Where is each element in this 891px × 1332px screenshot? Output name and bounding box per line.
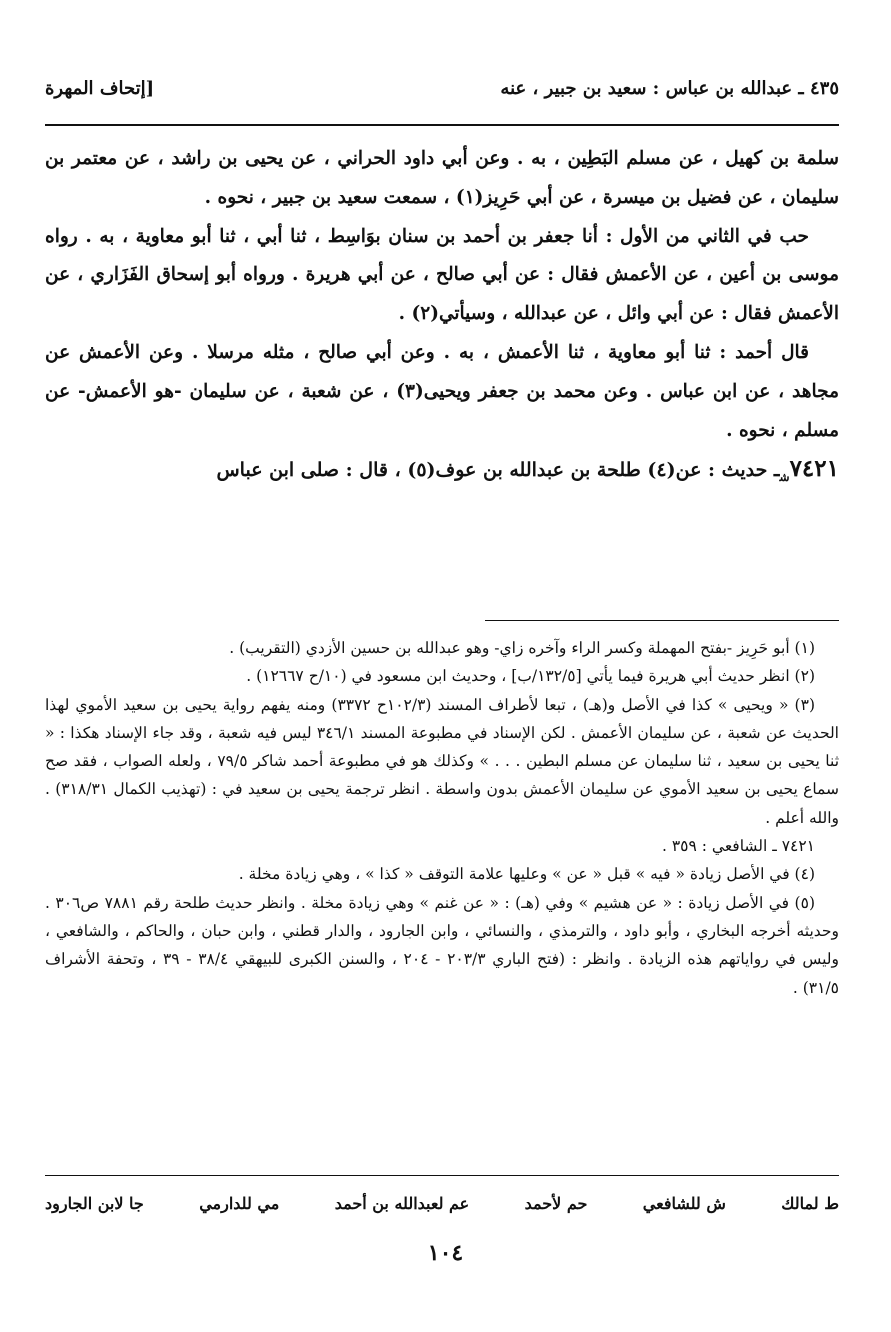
main-text <box>45 140 839 497</box>
legend-item: مي للدارمي <box>199 1193 280 1213</box>
legend-rule <box>45 1175 839 1176</box>
header-book-title: [إتحاف المهرة <box>45 77 155 99</box>
footnote: (٣) « ويحيى » كذا في الأصل و(هـ) ، تبعا لأطراف المسند (١٠٢/٣ح ٣٣٧٢) ومنه يفهم رواية يحيى بن سعيد الأموي لهذا الحديث عن شعبة ، عن سليمان الأعمش . لكن الإسناد في مطبوعة المسند ٣٤٦/١ ليس فيه شعبة ، وقد جاء الإسناد هكذا : « ثنا يحيى بن سعيد ، ثنا سليمان عن مسلم البطين . . . » وكذلك هو في مطبوعة أحمد شاكر ٧٩/٥ ، ولعله الصواب ، فقد صح سماع يحيى بن سعيد الأموي عن سليمان الأعمش بدون واسطة . انظر ترجمة يحيى بن سعيد في : (تهذيب الكمال ٣١٨/٣١) . والله أعلم . <box>45 695 840 827</box>
running-header <box>45 72 839 104</box>
hadith-number: ٧٤٢١ <box>789 455 839 483</box>
footnotes <box>45 634 839 1002</box>
footnote: ٧٤٢١ ـ الشافعي : ٣٥٩ . <box>661 837 815 856</box>
paragraph: قال أحمد : ثنا أبو معاوية ، ثنا الأعمش ، به . وعن أبي صالح ، مثله مرسلا . وعن الأعمش عن مجاهد ، عن ابن عباس . وعن محمد بن جعفر ويحيى(٣) ، عن شعبة ، عن سليمان -هو الأعمش- عن مسلم ، نحوه . <box>45 341 839 441</box>
legend-item: جا لابن الجارود <box>45 1193 144 1213</box>
abbreviation-legend <box>45 1186 839 1220</box>
legend-item: حم لأحمد <box>524 1193 588 1213</box>
footnote-separator <box>485 620 839 621</box>
header-rule <box>45 124 839 126</box>
paragraph: سلمة بن كهيل ، عن مسلم البَطِين ، به . وعن أبي داود الحراني ، عن يحيى بن راشد ، عن معتمر بن سليمان ، عن فضيل بن ميسرة ، عن أبي حَرِيز(١) ، سمعت سعيد بن جبير ، نحوه . <box>45 148 839 208</box>
footnote: (٤) في الأصل زيادة « فيه » قبل « عن » وعليها علامة التوقف « كذا » ، وهي زيادة مخلة . <box>238 865 815 884</box>
hadith-source-mark: ش <box>779 470 790 485</box>
header-chapter-title: ٤٣٥ ـ عبدالله بن عباس : سعيد بن جبير ، عنه <box>500 77 839 99</box>
footnote: (٥) في الأصل زيادة : « عن هشيم » وفي (هـ) : « عن غنم » وهي زيادة مخلة . وانظر حديث طلحة رقم ٧٨٨١ ص٣٠٦ . وحديثه أخرجه البخاري ، وأبو داود ، والترمذي ، والنسائي ، وابن الجارود ، والدار قطني ، وابن حبان ، والحاكم ، والشافعي ، وليس في رواياتهم هذه الزيادة . وانظر : (فتح الباري ٢٠٣/٣ - ٢٠٤ ، والسنن الكبرى للبيهقي ٣٨/٤ - ٣٩ ، وتحفة الأشراف ٣١/٥) . <box>45 893 839 997</box>
paragraph: حب في الثاني من الأول : أنا جعفر بن أحمد بن سنان بوَاسِط ، ثنا أبي ، ثنا أبو معاوية ، به . رواه موسى بن أعين ، عن الأعمش فقال : عن أبي صالح ، عن أبي هريرة . ورواه أبو إسحاق الفَزَاري ، عن الأعمش فقال : عن أبي وائل ، عن عبدالله ، وسيأتي(٢) . <box>45 225 839 325</box>
page-number: ١٠٤ <box>427 1240 464 1266</box>
legend-item: ش للشافعي <box>642 1193 726 1213</box>
legend-item: ط لمالك <box>781 1193 839 1213</box>
footnote: (١) أبو حَرِيز -بفتح المهملة وكسر الراء وآخره زاي- وهو عبدالله بن حسين الأزدي (التقريب) . <box>229 639 815 657</box>
hadith-text: ـ حديث : عن(٤) طلحة بن عبدالله بن عوف(٥) ، قال : صلى ابن عباس <box>216 459 780 482</box>
hadith-heading <box>45 450 839 497</box>
footnote: (٢) انظر حديث أبي هريرة فيما يأتي [١٣٢/٥/ب] ، وحديث ابن مسعود في (١٠/ح ١٢٦٦٧) . <box>246 667 815 686</box>
legend-item: عم لعبدالله بن أحمد <box>334 1193 470 1213</box>
